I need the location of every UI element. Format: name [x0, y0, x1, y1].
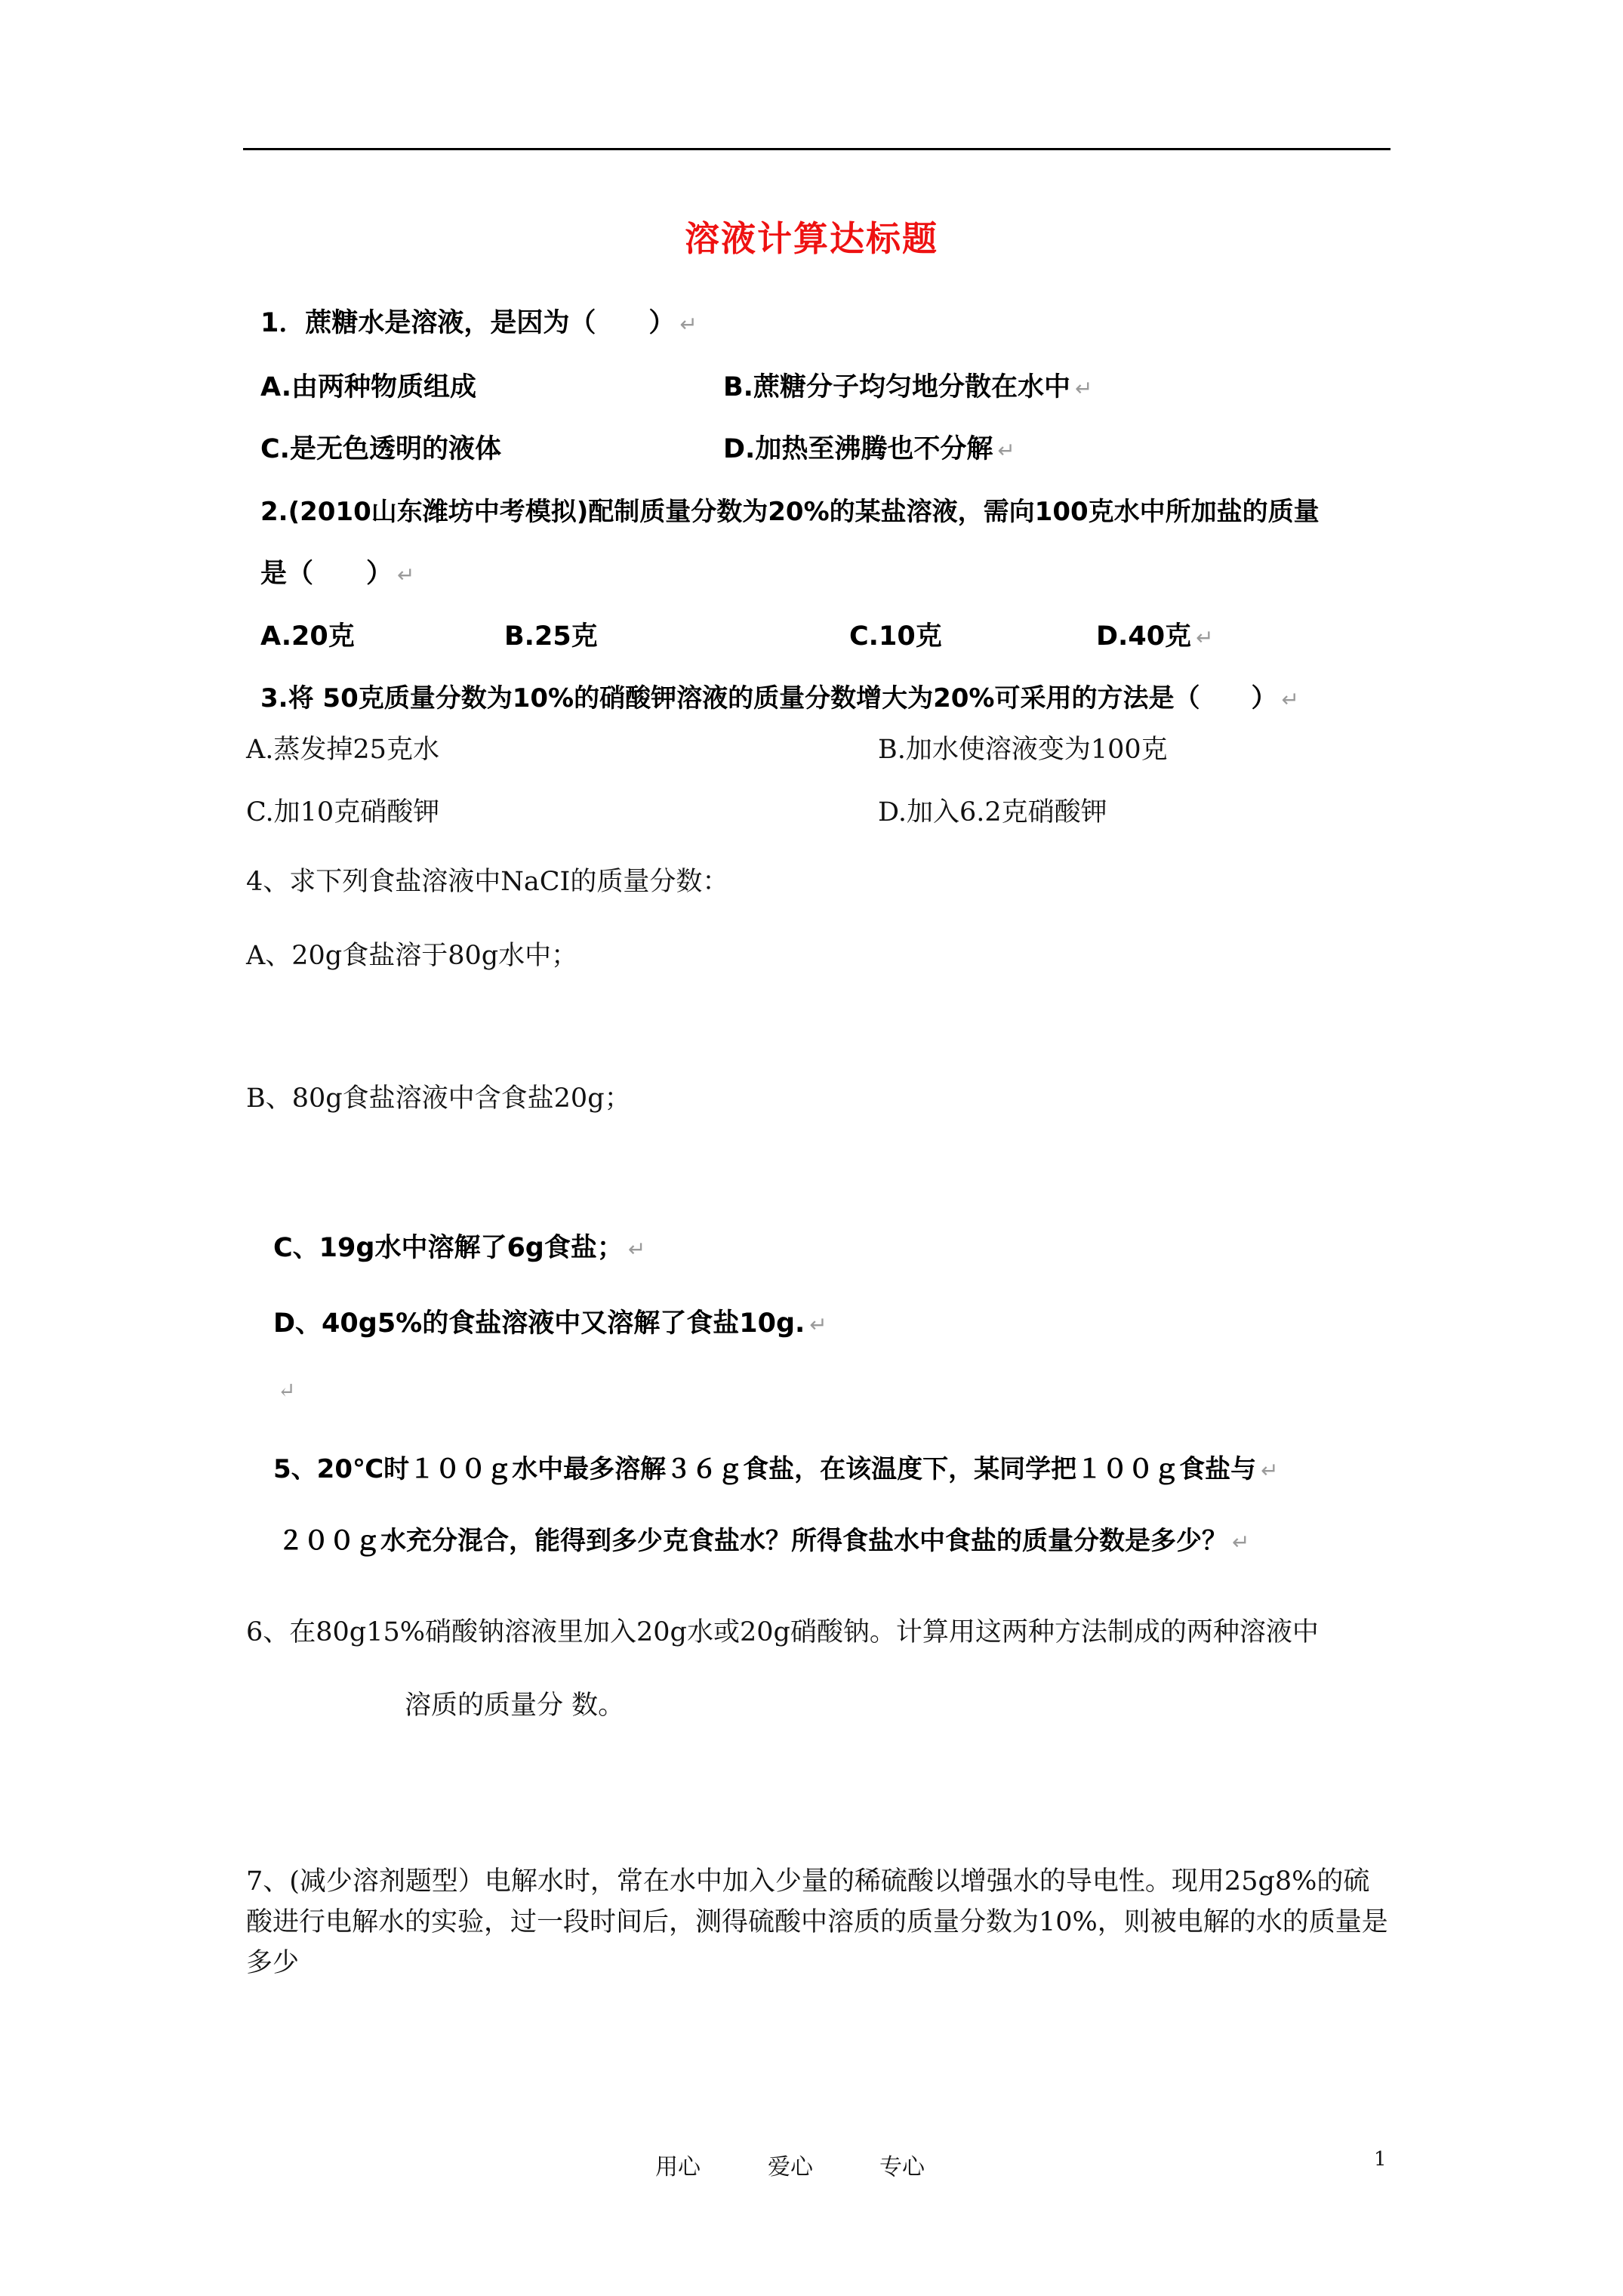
- footer-left: 用心: [655, 2154, 701, 2180]
- q4-part-a: A、20g食盐溶于80g水中；: [246, 941, 578, 971]
- q1-option-a: A.由两种物质组成: [260, 372, 477, 402]
- q2-option-b: B.25克: [504, 621, 598, 652]
- q5-line1: [273, 1448, 1279, 1485]
- q5-line1-text: 5、20℃时１００ｇ水中最多溶解３６ｇ食盐，在该温度下，某同学把１００ｇ食盐与: [273, 1454, 1257, 1484]
- q4-part-d: [273, 1302, 827, 1340]
- q7-paragraph: 7、(减少溶剂题型）电解水时，常在水中加入少量的稀硫酸以增强水的导电性。现用25g8%的硫酸进行电解水的实验，过一段时间后，测得硫酸中溶质的质量分数为10%，则被电解的水的质量是多少: [246, 1866, 1388, 1978]
- q4-part-c-text: C、19g水中溶解了6g食盐；: [273, 1233, 624, 1263]
- paragraph-mark-icon: ↵: [627, 1237, 646, 1262]
- q6-line2: 溶质的质量分 数。: [405, 1690, 625, 1721]
- q3-option-a: A.蒸发掉25克水: [246, 735, 439, 765]
- paragraph-mark-icon: ↵: [1074, 376, 1093, 401]
- q1-option-d-text: D.加热至沸腾也不分解: [723, 434, 993, 464]
- q1-option-c: C.是无色透明的液体: [260, 434, 501, 464]
- paragraph-mark-icon: ↵: [1261, 1458, 1279, 1483]
- q2-stem-line2-text: 是（ ）: [260, 559, 393, 589]
- q3-stem-text: 3.将 50克质量分数为10%的硝酸钾溶液的质量分数增大为20%可采用的方法是（ ）: [260, 683, 1277, 713]
- paragraph-mark-icon: ↵: [679, 312, 698, 337]
- blank-paragraph: [273, 1378, 295, 1403]
- q4-stem: 4、求下列食盐溶液中NaCI的质量分数：: [246, 867, 729, 897]
- q1-stem-text: 1．蔗糖水是溶液，是因为（ ）: [260, 308, 676, 338]
- page-number: 1: [1374, 2148, 1387, 2171]
- q1-option-b-text: B.蔗糖分子均匀地分散在水中: [723, 372, 1070, 402]
- q5-line2-text: ２００ｇ水充分混合，能得到多少克食盐水？所得食盐水中食盐的质量分数是多少？: [278, 1526, 1227, 1556]
- q2-option-d: [1096, 615, 1214, 653]
- q5-line2: [278, 1520, 1249, 1557]
- paragraph-mark-icon: ↵: [1281, 687, 1299, 712]
- q2-option-a: A.20克: [260, 621, 355, 652]
- q3-option-c: C.加10克硝酸钾: [246, 797, 440, 827]
- paragraph-mark-icon: ↵: [397, 562, 415, 587]
- q4-part-d-text: D、40g5%的食盐溶液中又溶解了食盐10g.: [273, 1308, 805, 1339]
- paragraph-mark-icon: ↵: [1196, 625, 1214, 650]
- q3-option-b: B.加水使溶液变为100克: [878, 735, 1168, 765]
- q2-option-c: C.10克: [849, 621, 942, 652]
- footer-right: 专心: [879, 2154, 925, 2180]
- q1-stem: [260, 302, 698, 340]
- paragraph-mark-icon: ↵: [278, 1378, 296, 1403]
- paragraph-mark-icon: ↵: [1232, 1530, 1250, 1555]
- q1-option-b: [723, 366, 1092, 404]
- q1-option-d: [723, 428, 1015, 466]
- footer-middle: 爱心: [768, 2154, 813, 2180]
- q4-part-b: B、80g食盐溶液中含食盐20g；: [246, 1083, 631, 1114]
- paragraph-mark-icon: ↵: [997, 438, 1015, 463]
- document-title: 溶液计算达标题: [685, 218, 938, 259]
- paragraph-mark-icon: ↵: [809, 1312, 827, 1337]
- q3-stem: [260, 677, 1299, 714]
- header-rule: [243, 148, 1390, 150]
- q4-part-c: [273, 1227, 645, 1265]
- q2-stem-line2: [260, 553, 414, 590]
- q6-line1: 6、在80g15%硝酸钠溶液里加入20g水或20g硝酸钠。计算用这两种方法制成的两种溶液中: [246, 1617, 1319, 1647]
- q2-option-d-text: D.40克: [1096, 621, 1192, 652]
- q3-option-d: D.加入6.2克硝酸钾: [878, 797, 1107, 827]
- q2-stem-line1: 2.(2010山东潍坊中考模拟)配制质量分数为20%的某盐溶液，需向100克水中所加盐的质量: [260, 497, 1320, 527]
